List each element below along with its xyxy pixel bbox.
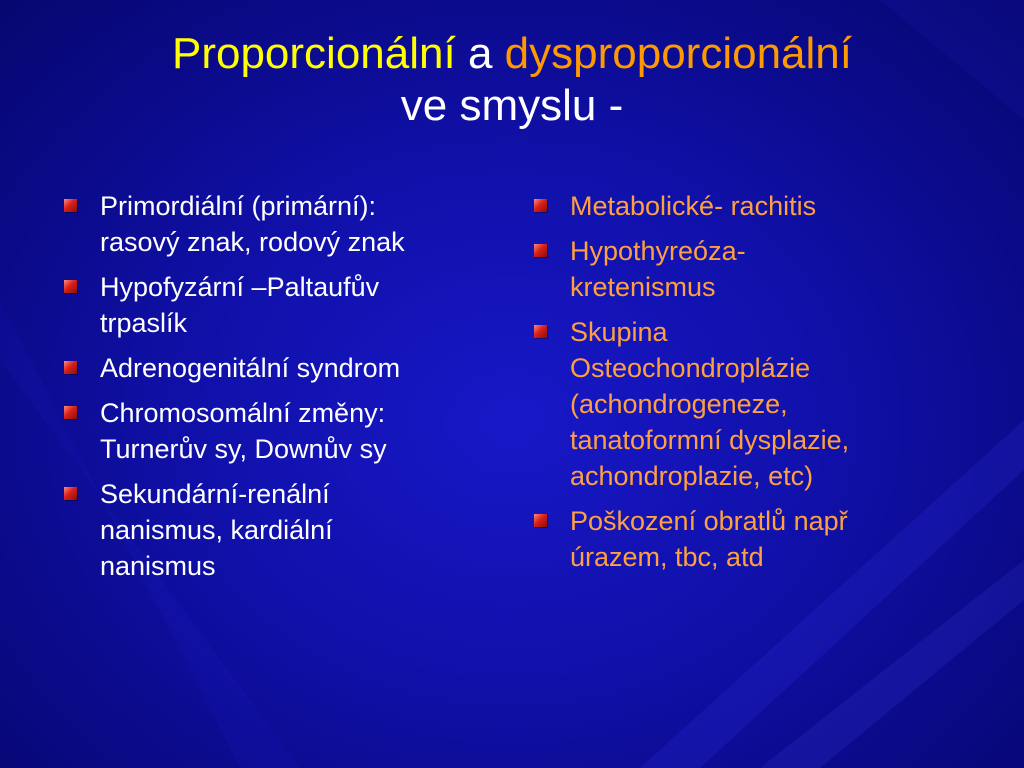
list-item: Hypothyreóza- kretenismus — [530, 233, 950, 305]
list-item: Metabolické- rachitis — [530, 188, 950, 224]
list-item: Hypofyzární –Paltaufův trpaslík — [60, 269, 500, 341]
list-item: Skupina Osteochondroplázie (achondrogeneze, tanatoformní dysplazie, achondroplazie, etc) — [530, 314, 950, 494]
title-conjunction: a — [467, 29, 493, 78]
square-bullet-icon — [64, 406, 77, 419]
square-bullet-icon — [534, 244, 547, 257]
right-bullet-list — [530, 188, 950, 584]
list-item: Primordiální (primární): rasový znak, rodový znak — [60, 188, 500, 260]
title-proportional: Proporcionální — [171, 29, 456, 78]
square-bullet-icon — [534, 325, 547, 338]
left-bullet-list — [60, 188, 500, 593]
square-bullet-icon — [534, 514, 547, 527]
title-disproportional: dysproporcionální — [504, 29, 852, 78]
square-bullet-icon — [64, 361, 77, 374]
square-bullet-icon — [64, 487, 77, 500]
square-bullet-icon — [534, 199, 547, 212]
title-line-1 — [0, 28, 1024, 80]
title-line-2: ve smyslu - — [400, 81, 624, 130]
list-item: Adrenogenitální syndrom — [60, 350, 500, 386]
square-bullet-icon — [64, 199, 77, 212]
list-item: Poškození obratlů např úrazem, tbc, atd — [530, 503, 950, 575]
list-item: Sekundární-renální nanismus, kardiální nanismus — [60, 476, 500, 584]
list-item: Chromosomální změny: Turnerův sy, Downův sy — [60, 395, 500, 467]
square-bullet-icon — [64, 280, 77, 293]
slide-title — [0, 28, 1024, 132]
